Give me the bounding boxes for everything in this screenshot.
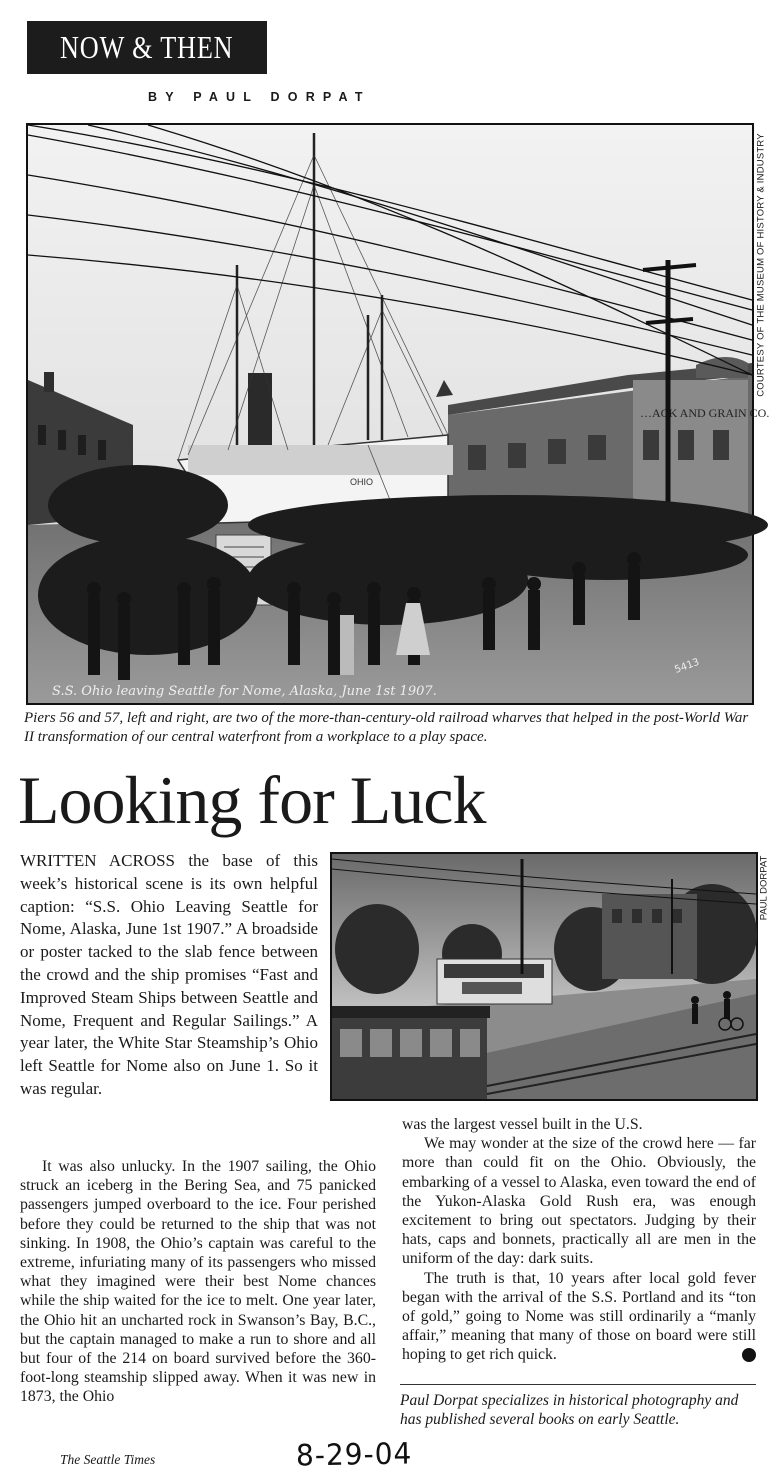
photo-credit-then-text: COURTESY OF THE MUSEUM OF HISTORY & INDUSTRY [755,133,767,397]
body-paragraph-4 [402,1269,771,1365]
body-paragraph-4-text: The truth is that, 10 years after local gold fever began with the arrival of the S.S. Portland and its “ton of gold,” going to Nome was still ordinarily a “manly affair,” meaning that many of those on board were still hoping to get rich quick. [402,1269,756,1364]
body-paragraph-3: We may wonder at the size of the crowd here — far more than could fit on the Ohio. Obviously, the embarking of a vessel to Alaska, even toward the end of the Yukon-Alaska Gold Rush era, was enough excitement to bring out spectators. Judging by their hats, caps and bonnets, practically all are men in the uniform of the day: dark suits. [402,1135,757,1268]
body-paragraph-1 [20,850,318,1101]
byline: BY PAUL DORPAT [148,90,371,104]
author-bio: Paul Dorpat specializes in historical photography and has published several books on early Seattle. [400,1392,739,1428]
body-paragraph-2-continued: was the largest vessel built in the U.S. [402,1116,643,1133]
publication-name: The Seattle Times [60,1452,156,1467]
column-kicker-text: NOW & THEN [60,29,234,65]
ship-name: OHIO [350,477,374,487]
column-kicker [27,21,267,74]
modern-photo-image [332,854,756,1099]
warehouse-sign: …ACK AND GRAIN CO. [640,406,770,420]
photo-credit-now-text: PAUL DORPAT [758,855,770,921]
body-paragraph-2: It was also unlucky. In the 1907 sailing, the Ohio struck an iceberg in the Bering Sea, and 75 panicked passengers jumped overboard to the ice. Four perished before they could be returned to the ship that was not sinking. In 1908, the Ohio’s captain was careful to the extreme, infuriating many of its passengers who missed what they imagined were their best Nome chances while the ship waited for the ice to melt. One year later, the Ohio hit an uncharted rock in Swanson’s Bay, B.C., but the captain managed to make a run to shore and all but four of the 214 on board survived before the 360-foot-long steamship slipped away. When it was new in 1873, the Ohio [20,1158,376,1406]
photo-credit-then [748,130,774,400]
handwritten-caption: S.S. Ohio leaving Seattle for Nome, Alaska, June 1st 1907. [52,684,437,699]
end-mark-icon: P [742,1348,756,1362]
plate-number: 5413 [673,656,701,676]
body-column-1 [20,850,318,1101]
body-paragraph-1-text: the base of this week’s historical scene is its own helpful caption: “S.S. Ohio Leaving Seattle for Nome, Alaska, June 1st 1907.” A broadside or poster tacked to the slab fence between the crowd and the ship promises “Fast and Improved Steam Ships between Seattle and Nome, Frequent and Regular Sailings.” A year later, the White Star Steamship’s Ohio left Seattle for Nome also on June 1. So it was regular. [20,851,318,1098]
lead-in: WRITTEN ACROSS [20,851,175,870]
modern-photo [330,852,758,1101]
handwritten-date: 8-29-04 [295,1436,413,1473]
photo-caption: Piers 56 and 57, left and right, are two of the more-than-century-old railroad wharves that helped in the post-World War II transformation of our central waterfront from a workplace to a play space. [24,710,749,745]
headline: Looking for Luck [18,762,486,838]
body-column-3 [402,1115,771,1365]
body-column-2 [20,1157,376,1407]
photo-credit-now [752,852,776,924]
bio-divider [400,1384,756,1385]
